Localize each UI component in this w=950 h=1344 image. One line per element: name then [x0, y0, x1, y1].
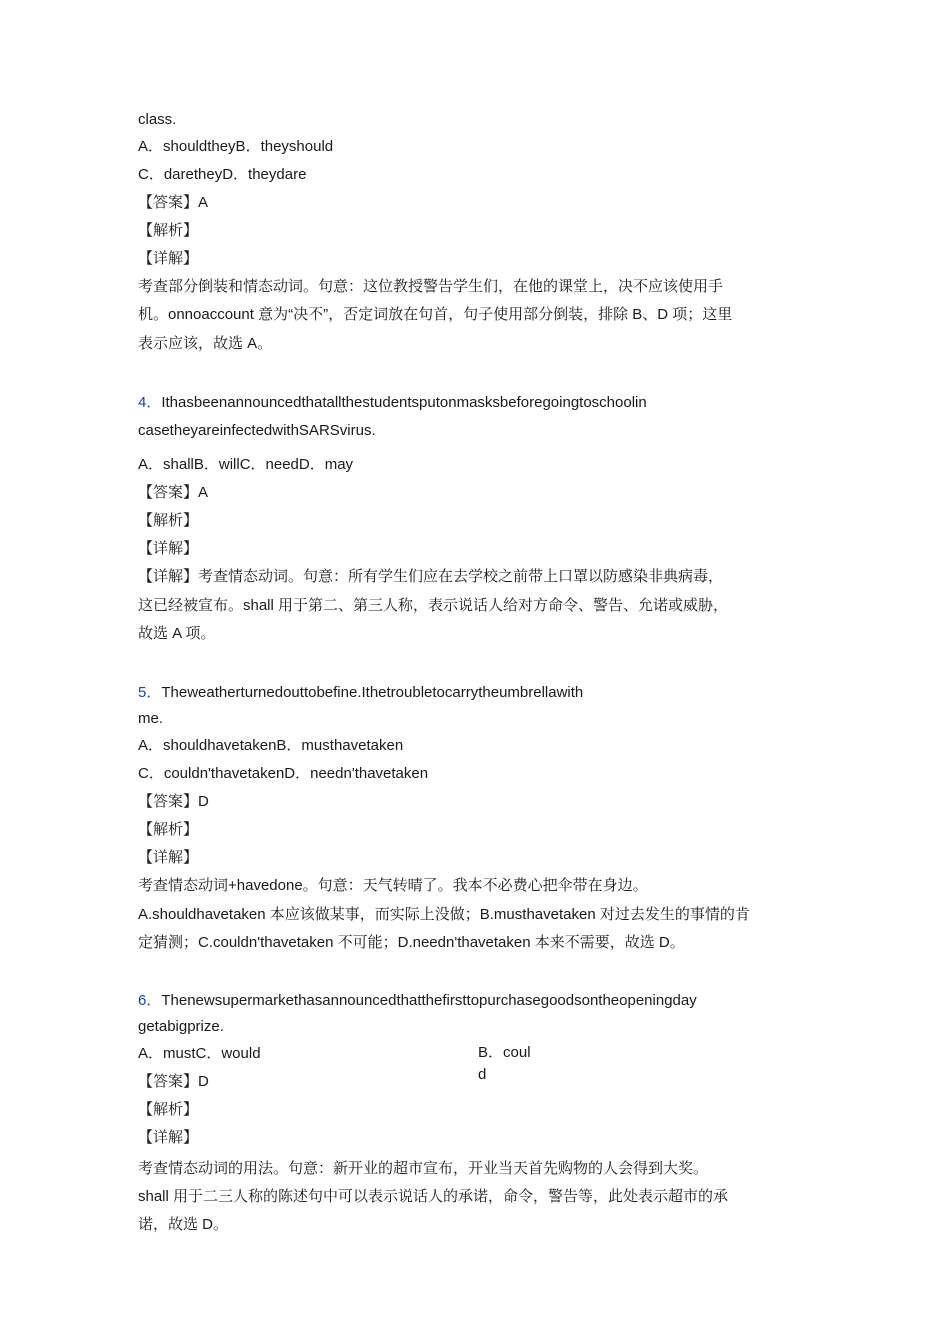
q6-stem-line-2: getabigprize.	[138, 1018, 224, 1035]
q5-stem-line-1	[138, 683, 583, 703]
q6-number: 6．	[138, 992, 162, 1009]
q3-answer: 【答案】A	[138, 194, 209, 211]
q5-options-ab: A．shouldhavetakenB．musthavetaken	[138, 737, 404, 754]
q6-option-b-line-2: d	[478, 1066, 487, 1083]
q5-number: 5．	[138, 684, 162, 701]
q4-answer: 【答案】A	[138, 484, 209, 501]
q4-options: A．shallB．willC．needD．may	[138, 456, 354, 473]
q5-stem-line-2: me.	[138, 710, 164, 727]
q4-analysis-label: 【解析】	[138, 512, 199, 529]
q4-number: 4．	[138, 394, 162, 411]
q3-detail-label: 【详解】	[138, 250, 199, 267]
q3-detail-line-3: 表示应该，故选 A。	[138, 335, 273, 352]
q3-detail-line-1: 考查部分倒装和情态动词。句意：这位教授警告学生们，在他的课堂上，决不应该使用手	[138, 278, 724, 295]
q6-detail-line-2: shall 用于二三人称的陈述句中可以表示说话人的承诺，命令，警告等，此处表示超市的承	[138, 1188, 729, 1205]
q4-detail-line-2: 这已经被宣布。shall 用于第二、第三人称，表示说话人给对方命令、警告、允诺或威胁，	[138, 597, 729, 614]
q6-option-b-line-1: B．coul	[478, 1044, 531, 1061]
q4-stem-text-1: Ithasbeenannouncedthatallthestudentsputonmasksbeforegoingtoschoolin	[161, 394, 647, 411]
q5-stem-text-1: Theweatherturnedouttobefine.Ithetroubletocarrytheumbrellawith	[161, 684, 584, 701]
q3-options-cd: C．daretheyD．theydare	[138, 166, 307, 183]
q5-analysis-label: 【解析】	[138, 821, 199, 838]
q6-detail-label: 【详解】	[138, 1129, 199, 1146]
q5-options-cd: C．couldn'thavetakenD．needn'thavetaken	[138, 765, 429, 782]
q3-detail-line-2: 机。onnoaccount 意为“决不”，否定词放在句首，句子使用部分倒装，排除 B、D 项；这里	[138, 306, 733, 323]
q4-detail-line-1: 【详解】考查情态动词。句意：所有学生们应在去学校之前带上口罩以防感染非典病毒，	[138, 568, 724, 585]
q6-stem-text-1: Thenewsupermarkethasannouncedthatthefirsttopurchasegoodsontheopeningday	[161, 992, 697, 1009]
q5-detail-line-1: 考查情态动词+havedone。句意：天气转晴了。我本不必费心把伞带在身边。	[138, 877, 648, 894]
q6-analysis-label: 【解析】	[138, 1101, 199, 1118]
q5-detail-label: 【详解】	[138, 849, 199, 866]
q6-stem-line-1	[138, 991, 697, 1011]
q4-detail-line-3: 故选 A 项。	[138, 625, 216, 642]
q5-answer: 【答案】D	[138, 793, 209, 810]
q5-detail-line-3: 定猜测；C.couldn'thavetaken 不可能；D.needn'thavetaken 本来不需要，故选 D。	[138, 934, 685, 951]
q5-detail-line-2: A.shouldhavetaken 本应该做某事，而实际上没做；B.musthavetaken 对过去发生的事情的肯	[138, 906, 750, 923]
q3-options-ab: A．shouldtheyB．theyshould	[138, 138, 334, 155]
q4-stem-line-1	[138, 393, 647, 413]
q6-detail-line-3: 诺，故选 D。	[138, 1216, 229, 1233]
q6-detail-line-1: 考查情态动词的用法。句意：新开业的超市宣布，开业当天首先购物的人会得到大奖。	[138, 1160, 709, 1177]
q4-detail-label: 【详解】	[138, 540, 199, 557]
q3-stem-tail: class.	[138, 111, 177, 128]
q6-options-ac: A．mustC．would	[138, 1045, 261, 1062]
q4-stem-line-2: casetheyareinfectedwithSARSvirus.	[138, 422, 376, 439]
q3-analysis-label: 【解析】	[138, 222, 199, 239]
q6-answer: 【答案】D	[138, 1073, 209, 1090]
